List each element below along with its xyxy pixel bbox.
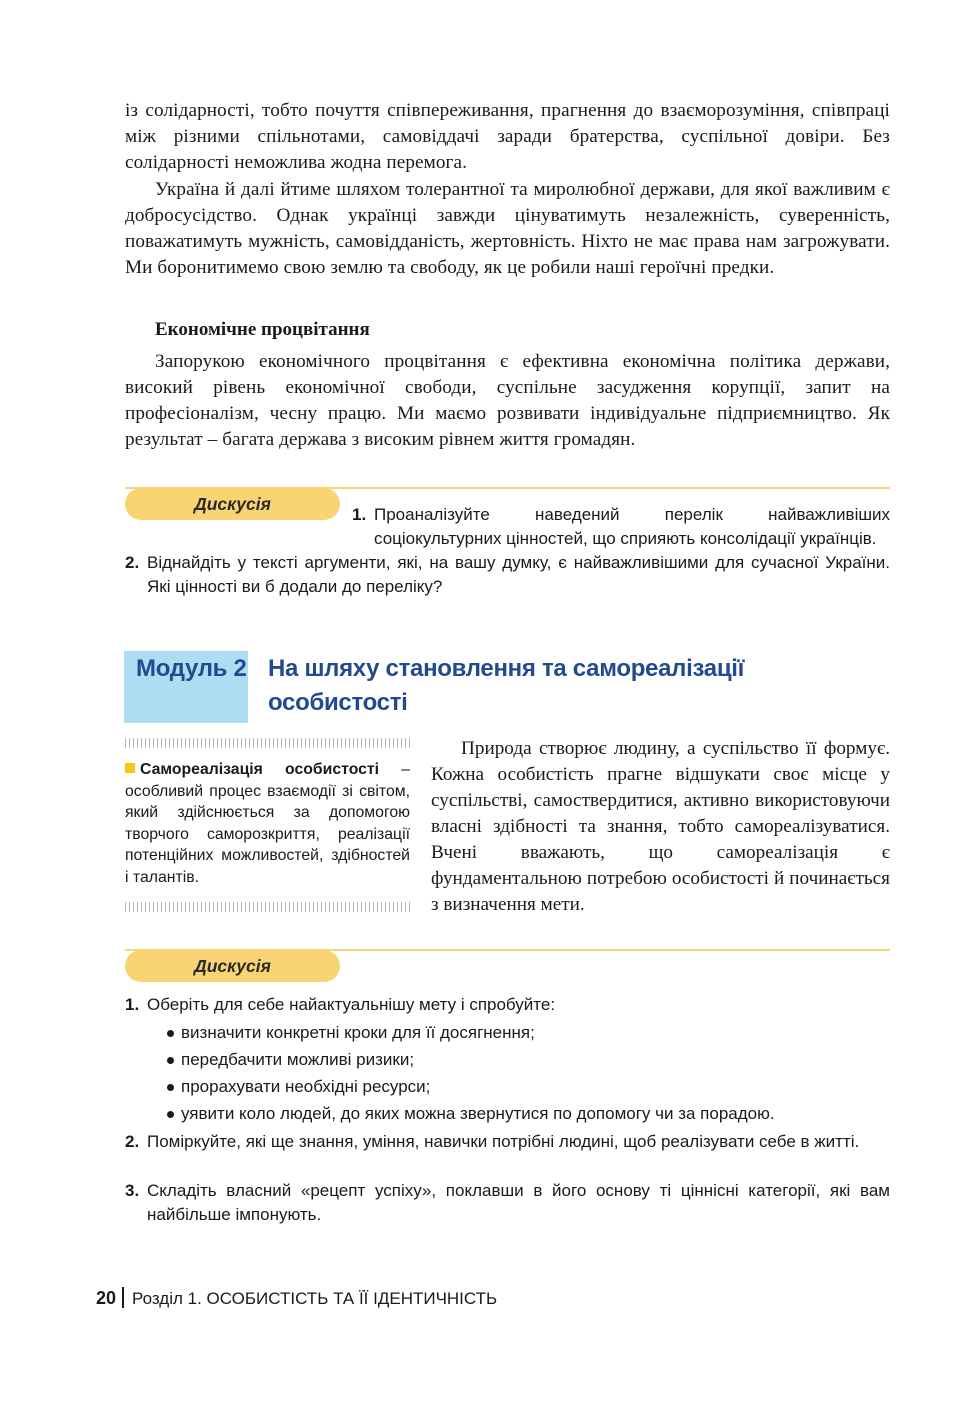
question-number: 2.	[125, 1132, 140, 1151]
definition-box	[125, 759, 410, 888]
footer-separator	[122, 1287, 124, 1308]
section-heading-economic: Економічне процвітання	[155, 319, 370, 340]
paragraph-solidarity: із солідарності, тобто почуття співпереживання, прагнення до взаєморозуміння, співпраці між різними спільнотами, самовіддачі заради братерства, суспільної довіри. Без солідарності неможлива жодна перемога.	[125, 100, 890, 173]
hatch-divider-bottom	[125, 902, 410, 912]
question-text: Складіть власний «рецепт успіху», поклавши в його основу ті ціннісні категорії, які вам найбільше імпонують.	[147, 1181, 890, 1224]
discussion-question	[125, 993, 890, 1017]
discussion-question	[125, 1130, 890, 1154]
module-title: На шляху становлення та самореалізації особистості	[268, 655, 745, 716]
page-number: 20	[96, 1288, 117, 1308]
list-item: прорахувати необхідні ресурси;	[165, 1073, 775, 1100]
paragraph-economic: Запорукою економічного процвітання є ефективна економічна політика держави, високий рівень економічної свободи, суспільне засудження корупції, запит на професіоналізм, чесну працю. Ми маємо розвивати індивідуальне підприємництво. Як результат – багата держава з високим рівнем життя громадян.	[125, 351, 890, 450]
discussion-question	[125, 551, 890, 599]
question-text: Оберіть для себе найактуальнішу мету і спробуйте:	[147, 995, 556, 1014]
goal-steps-list	[165, 1019, 775, 1127]
discussion-tab: Дискусія	[125, 488, 340, 520]
hatch-divider-top	[125, 738, 410, 748]
discussion-question	[125, 1179, 890, 1227]
discussion-tab: Дискусія	[125, 950, 340, 982]
question-number: 3.	[125, 1181, 140, 1200]
section-title: Розділ 1. ОСОБИСТІСТЬ ТА ЇЇ ІДЕНТИЧНІСТЬ	[132, 1289, 498, 1308]
definition-text: – особливий процес взаємодії зі світом, який здійснюється за допомогою творчого саморозкриття, реалізації потенційних можливостей, здібностей і талантів.	[125, 761, 410, 886]
list-item: передбачити можливі ризики;	[165, 1046, 775, 1073]
list-item: уявити коло людей, до яких можна звернутися по допомогу чи за порадою.	[165, 1100, 775, 1127]
question-number: 1.	[125, 995, 140, 1014]
question-text: Віднайдіть у тексті аргументи, які, на вашу думку, є найважливішими для сучасної України. Які цінності ви б додали до переліку?	[147, 553, 890, 596]
page-footer	[96, 1285, 497, 1312]
question-text: Проаналізуйте наведений перелік найважливіших соціокультурних цінностей, що сприяють консолідації українців.	[374, 505, 890, 548]
list-item: визначити конкретні кроки для її досягнення;	[165, 1019, 775, 1046]
definition-term: Самореалізація особистості	[140, 761, 380, 778]
definition-marker-icon	[125, 763, 135, 773]
module-label: Модуль 2	[136, 655, 247, 682]
question-number: 2.	[125, 553, 140, 572]
question-text: Поміркуйте, які ще знання, уміння, навички потрібні людині, щоб реалізувати себе в житті.	[147, 1132, 860, 1151]
question-number: 1.	[352, 505, 367, 524]
paragraph-ukraine-path: Україна й далі йтиме шляхом толерантної та миролюбної держави, для якої важливим є добросусідство. Однак українці завжди цінуватимуть незалежність, суверенність, поважатимуть мужність, самовідданість, жертовність. Ніхто не має права нам загрожувати. Ми боронитимемо свою землю та свободу, як це робили наші героїчні предки.	[125, 179, 890, 278]
discussion-question	[352, 503, 890, 551]
paragraph-self-realization: Природа створює людину, а суспільство її формує. Кожна особистість прагне відшукати своє місце у суспільстві, самоствердитися, активно використовуючи власні здібності та знання, тобто самореалізуватися. Вчені вважають, що самореалізація є фундаментальною потребою особистості й починається з визначення мети.	[431, 738, 890, 915]
